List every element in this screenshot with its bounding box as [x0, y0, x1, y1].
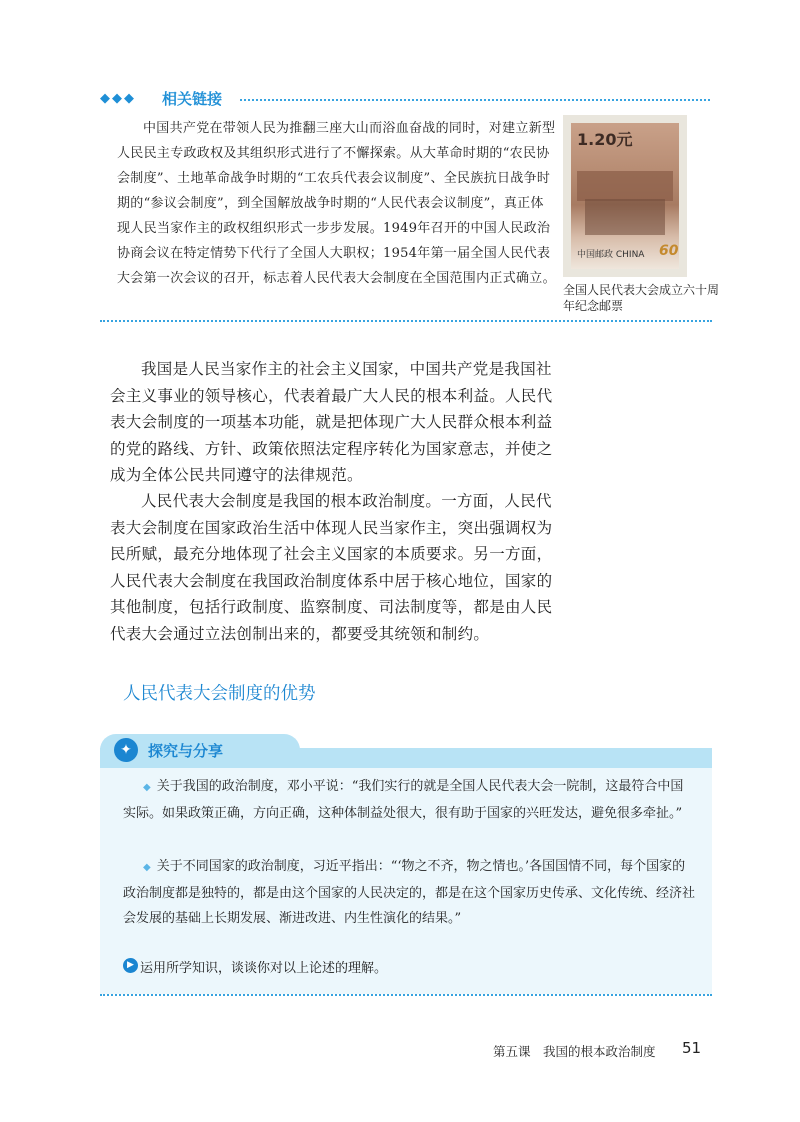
diamond-icon: ◆: [143, 782, 151, 793]
stamp-sixty-logo: 60: [659, 243, 679, 259]
stamp-building-roof: [577, 171, 673, 201]
stamp-value: 1.20元: [577, 130, 633, 149]
stamp-picture: [571, 123, 679, 269]
play-arrow-icon: ▶: [123, 958, 138, 973]
body-paragraph: 我国是人民当家作主的社会主义国家，中国共产党是我国社会主义事业的领导核心，代表着最广大人民的根本利益。人民代表大会制度的一项基本功能，就是把体现广大人民群众根本利益的党的路线、方针、政策依照法定程序转化为国家意志，并使之成为全体公民共同遵守的法律规范。: [110, 360, 553, 485]
related-links-header: [100, 88, 710, 110]
stamp-caption: 全国人民代表大会成立六十周年纪念邮票: [563, 283, 720, 313]
section-title: 人民代表大会制度的优势: [123, 684, 316, 704]
explore-title: 探究与分享: [148, 742, 224, 760]
explore-task: 运用所学知识，谈谈你对以上论述的理解。: [140, 961, 388, 976]
related-links-text: 中国共产党在带领人民为推翻三座大山而浴血奋战的同时，对建立新型人民民主专政政权及其组织形式进行了不懈探索。从大革命时期的“农民协会制度”、土地革命战争时期的“工农兵代表会议制度”、全民族抗日战争时期的“参议会制度”，到全国解放战争时期的“人民代表会议制度”，真正体现人民当家作主的政权组织形式一步步发展。1949年召开的中国人民政治协商会议在特定情势下代行了全国人大职权；1954年第一届全国人民代表大会第一次会议的召开，标志着人民代表大会制度在全国范围内正式确立。: [117, 121, 556, 286]
footer-chapter: 第五课 我国的根本政治制度: [493, 1044, 656, 1059]
diamond-icon: ◆◆◆: [100, 91, 136, 106]
globe-icon: ✦: [114, 738, 138, 762]
related-links-title: 相关链接: [162, 90, 223, 108]
explore-item: [123, 854, 695, 932]
page-number: 51: [682, 1039, 702, 1057]
stamp-building-hall: [585, 199, 665, 235]
explore-item: [123, 774, 695, 826]
dotted-divider: [100, 994, 712, 996]
stamp-country: 中国邮政 CHINA: [577, 250, 645, 260]
dotted-divider: [100, 320, 712, 322]
stamp-image: [563, 115, 687, 277]
body-paragraph: 人民代表大会制度是我国的根本政治制度。一方面，人民代表大会制度在国家政治生活中体现人民当家作主，突出强调权为民所赋，最充分地体现了社会主义国家的本质要求。另一方面，人民代表大会制度在我国政治制度体系中居于核心地位，国家的其他制度，包括行政制度、监察制度、司法制度等，都是由人民代表大会通过立法创制出来的，都要受其统领和制约。: [110, 492, 553, 643]
dotted-divider: [240, 99, 710, 101]
explore-item-text: 关于不同国家的政治制度，习近平指出：“‘物之不齐，物之情也。’各国国情不同，每个国家的政治制度都是独特的，都是由这个国家的人民决定的，都是在这个国家历史传承、文化传统、经济社会发展的基础上长期发展、渐进改进、内生性演化的结果。”: [123, 859, 696, 926]
diamond-icon: ◆: [143, 862, 151, 873]
explore-item-text: 关于我国的政治制度，邓小平说：“我们实行的就是全国人民代表大会一院制，这最符合中国实际。如果政策正确，方向正确，这种体制益处很大，很有助于国家的兴旺发达，避免很多牵扯。”: [123, 779, 684, 821]
